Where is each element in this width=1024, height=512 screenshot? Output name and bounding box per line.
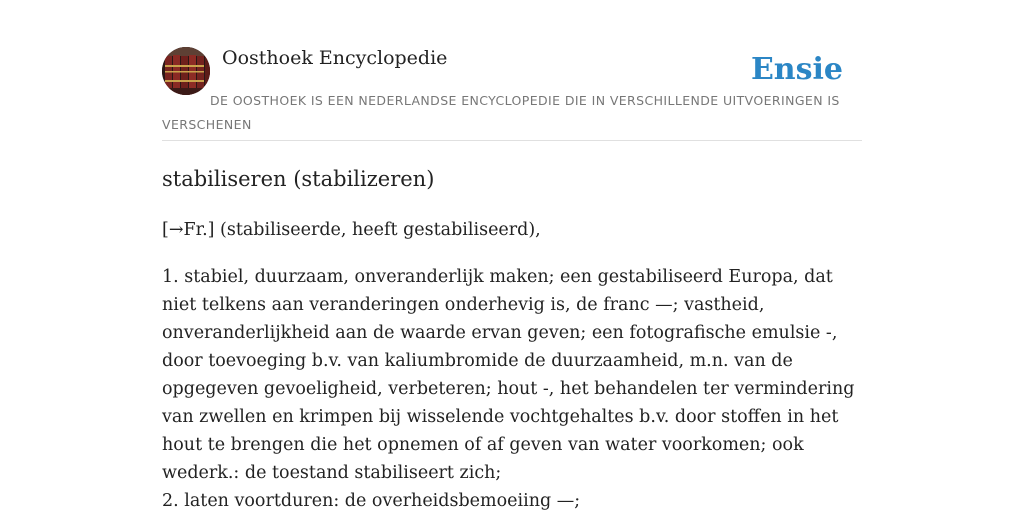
site-tagline: DE OOSTHOEK IS EEN NEDERLANDSE ENCYCLOPEDIE DIE IN VERSCHILLENDE UITVOERINGEN IS VERSCHENEN	[162, 93, 840, 132]
site-title[interactable]: Oosthoek Encyclopedie	[222, 47, 448, 69]
entry-definition-1: 1. stabiel, duurzaam, onveranderlijk maken; een gestabiliseerd Europa, dat niet telkens aan veranderingen onderhevig is, de franc —; vastheid, onveranderlijkheid aan de waarde ervan geven; een fotografische emulsie -, door toevoeging b.v. van kaliumbromide de duurzaamheid, m.n. van de opgegeven gevoeligheid, verbeteren; hout -, het behandelen ter vermindering van zwellen en krimpen bij wisselende vochtgehaltes b.v. door stoffen in het hout te brengen die het opnemen of af geven van water voorkomen; ook wederk.: de toestand stabiliseert zich;	[162, 267, 855, 483]
site-header	[162, 0, 862, 141]
entry-definition-2: 2. laten voortduren: de overheidsbemoeiing —;	[162, 491, 581, 511]
encyclopedia-books-icon[interactable]	[162, 47, 210, 95]
ensie-logo-link[interactable]: Ensie	[750, 52, 843, 87]
entry-etymology: [→Fr.] (stabiliseerde, heeft gestabiliseerd),	[162, 220, 541, 240]
entry-title: stabiliseren (stabilizeren)	[162, 167, 435, 191]
content-container	[162, 0, 862, 511]
